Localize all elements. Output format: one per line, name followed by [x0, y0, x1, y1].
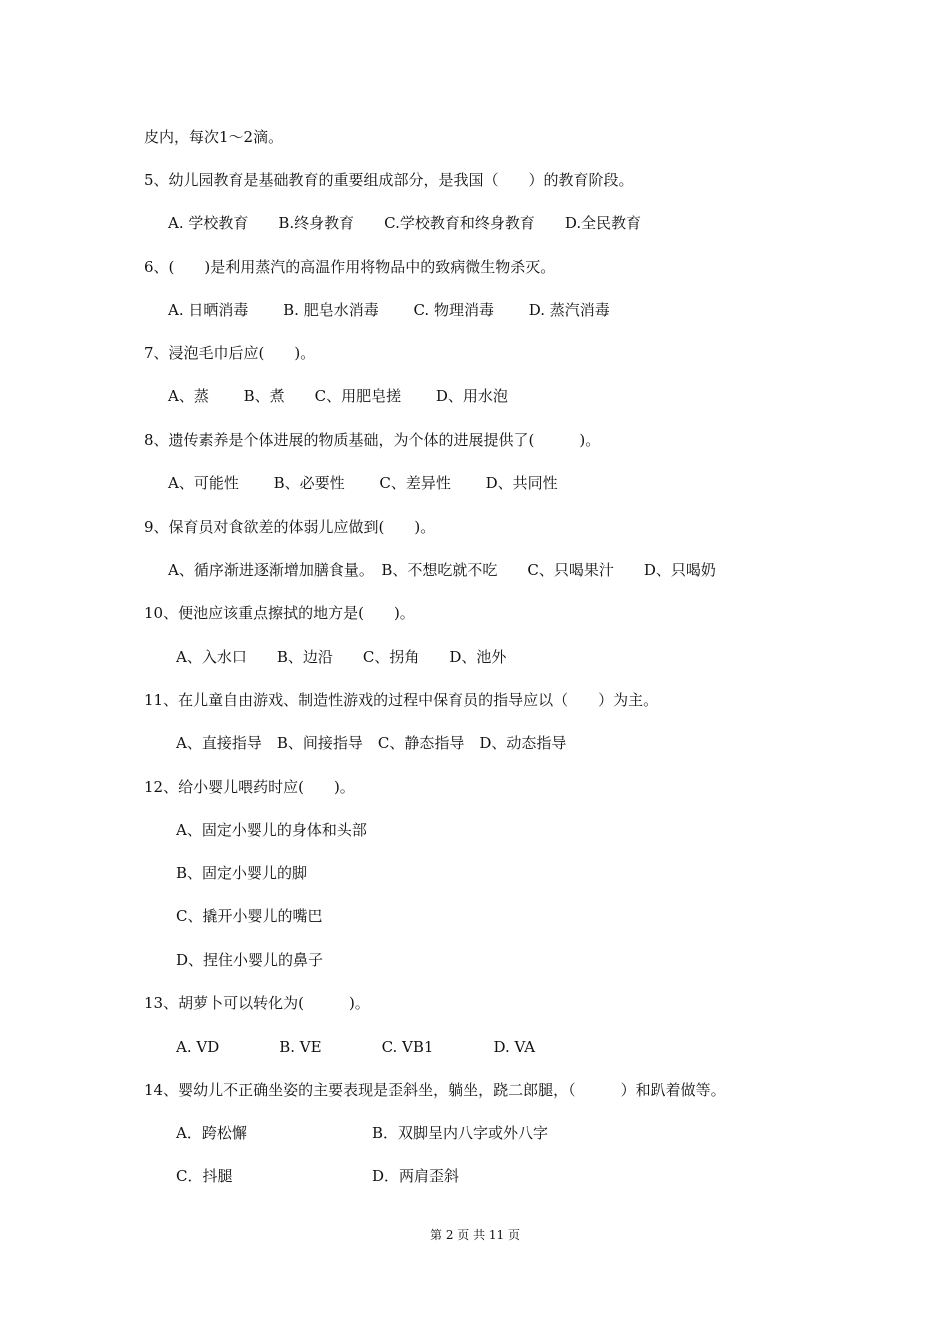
question-11-options: A、直接指导 B、间接指导 C、静态指导 D、动态指导 [176, 734, 567, 752]
question-14-option-a: A．跨松懈 [176, 1124, 247, 1142]
question-14-option-b: B．双脚呈内八字或外八字 [372, 1124, 549, 1142]
question-10-options: A、入水口 B、边沿 C、拐角 D、池外 [176, 648, 507, 666]
question-13-options: A. VD B. VE C. VB1 D. VA [176, 1038, 536, 1056]
question-6-stem: 6、( )是利用蒸汽的高温作用将物品中的致病微生物杀灭。 [144, 258, 556, 276]
question-12-option-c: C、撬开小婴儿的嘴巴 [176, 907, 323, 925]
question-9-stem: 9、保育员对食欲差的体弱儿应做到( )。 [144, 518, 436, 536]
question-5-options: A. 学校教育 B.终身教育 C.学校教育和终身教育 D.全民教育 [168, 214, 642, 232]
question-14-stem: 14、婴幼儿不正确坐姿的主要表现是歪斜坐，躺坐，跷二郎腿，（ ）和趴着做等。 [144, 1081, 726, 1099]
continuation-text: 皮内，每次1～2滴。 [144, 128, 284, 146]
question-8-options: A、可能性 B、必要性 C、差异性 D、共同性 [168, 474, 558, 492]
question-13-stem: 13、胡萝卜可以转化为( )。 [144, 994, 370, 1012]
question-7-options: A、蒸 B、煮 C、用肥皂搓 D、用水泡 [168, 387, 508, 405]
question-8-stem: 8、遗传素养是个体进展的物质基础，为个体的进展提供了( )。 [144, 431, 601, 449]
question-6-options: A. 日晒消毒 B. 肥皂水消毒 C. 物理消毒 D. 蒸汽消毒 [168, 301, 610, 319]
question-14-option-c: C．抖腿 [176, 1167, 233, 1185]
question-7-stem: 7、浸泡毛巾后应( )。 [144, 344, 316, 362]
question-10-stem: 10、便池应该重点擦拭的地方是( )。 [144, 604, 415, 622]
question-12-option-a: A、固定小婴儿的身体和头部 [176, 821, 367, 839]
question-12-option-d: D、捏住小婴儿的鼻子 [176, 951, 324, 969]
question-12-option-b: B、固定小婴儿的脚 [176, 864, 308, 882]
question-11-stem: 11、在儿童自由游戏、制造性游戏的过程中保育员的指导应以（ ）为主。 [144, 691, 659, 709]
page-footer: 第 2 页 共 11 页 [430, 1228, 520, 1242]
question-12-stem: 12、给小婴儿喂药时应( )。 [144, 778, 355, 796]
question-5-stem: 5、幼儿园教育是基础教育的重要组成部分，是我国（ ）的教育阶段。 [144, 171, 634, 189]
question-14-option-d: D．两肩歪斜 [372, 1167, 460, 1185]
question-9-options: A、循序渐进逐渐增加膳食量。 B、不想吃就不吃 C、只喝果汁 D、只喝奶 [168, 561, 716, 579]
